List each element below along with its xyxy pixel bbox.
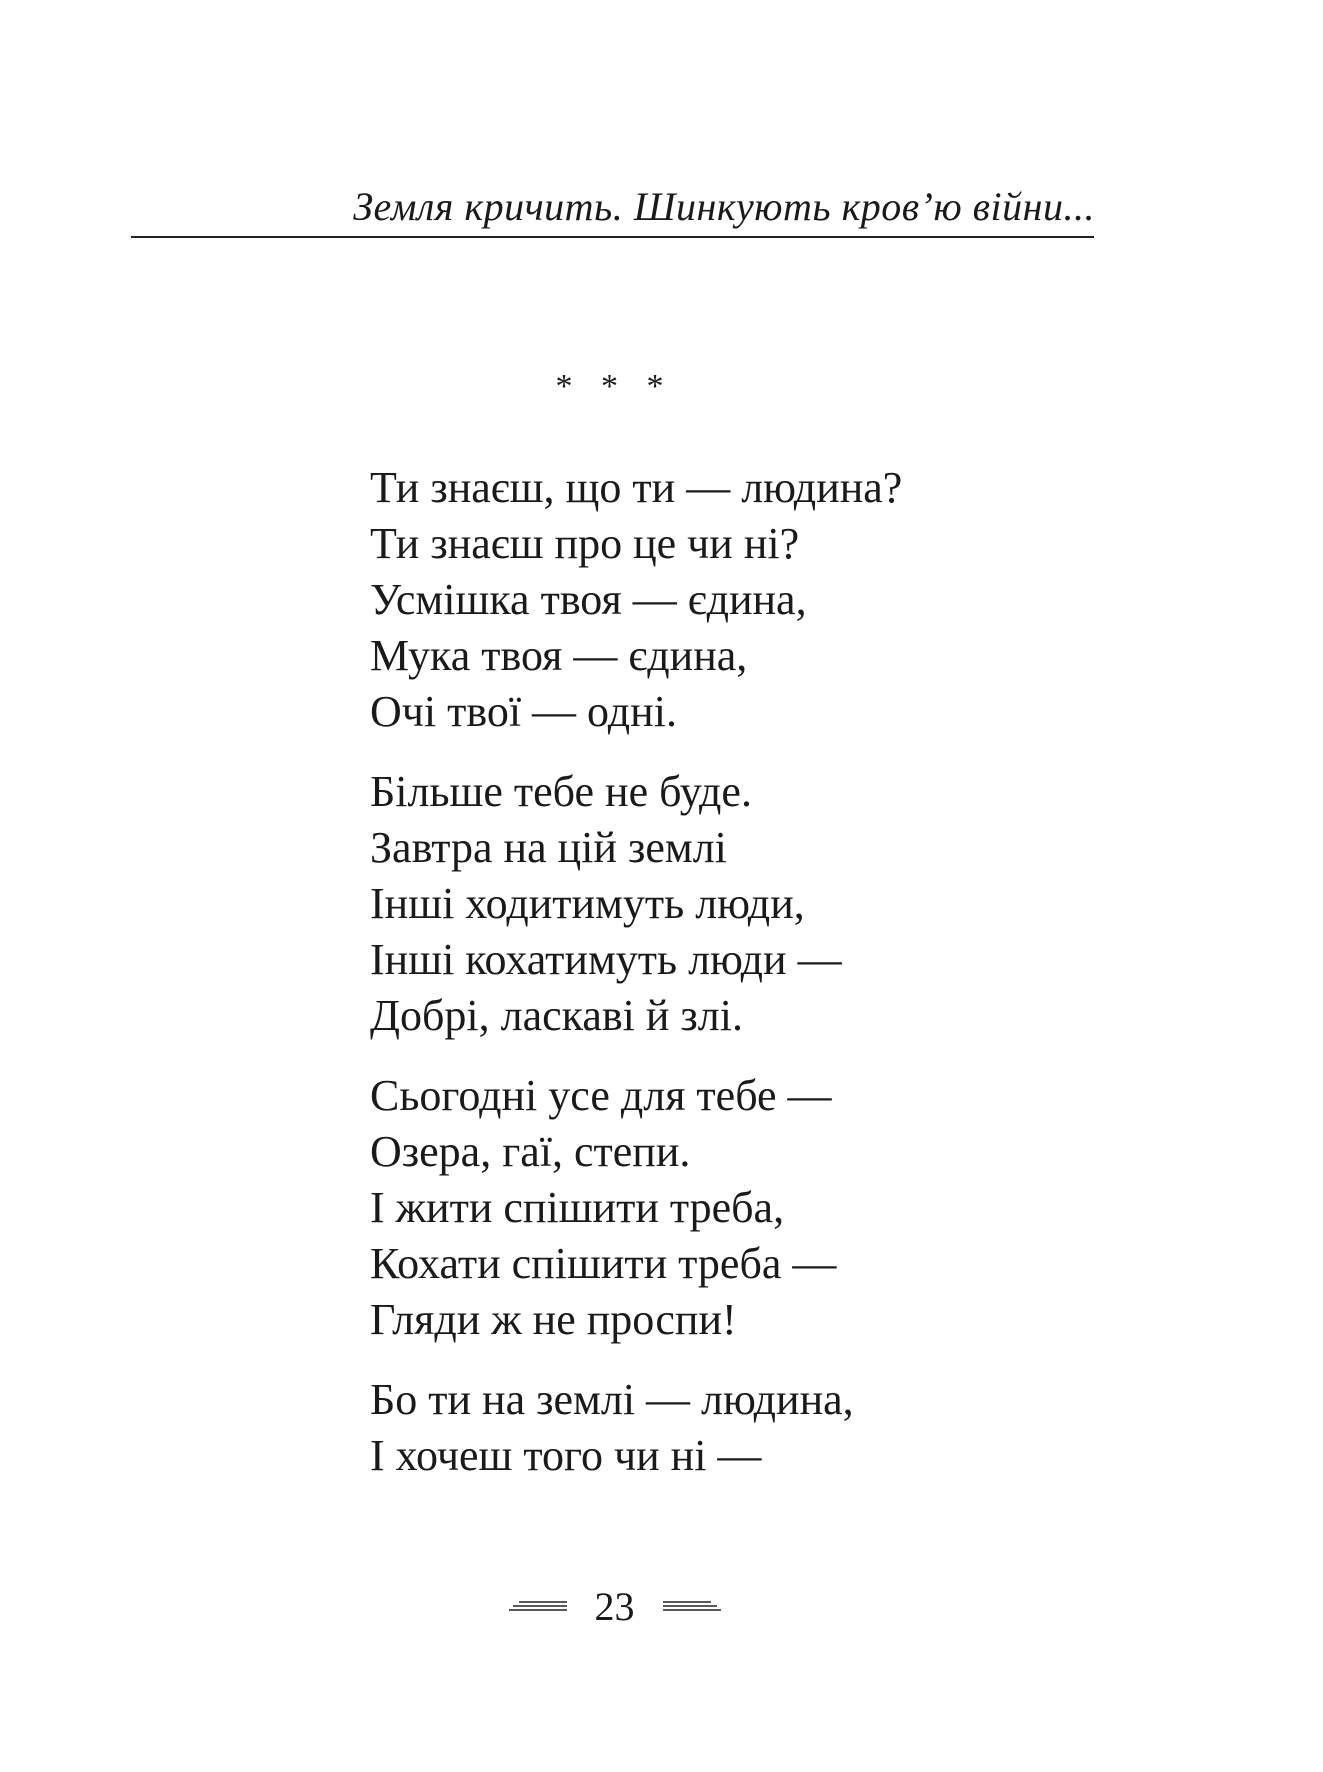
poem-line: Ти знаєш, що ти — людина?: [370, 463, 903, 512]
stanza: [370, 1372, 1170, 1484]
poem-line: Усмішка твоя — єдина,: [370, 575, 807, 624]
poem-line: Завтра на цій землі: [370, 823, 727, 872]
poem-line: Інші кохатимуть люди —: [370, 935, 842, 984]
poem-line: Інші ходитимуть люди,: [370, 879, 805, 928]
page-footer: [0, 1585, 1229, 1629]
right-lines-ornament-icon: [661, 1600, 721, 1614]
poem-line: Сьогодні усе для тебе —: [370, 1071, 832, 1120]
page-number: 23: [594, 1584, 635, 1629]
poem-line: Озера, гаї, степи.: [370, 1127, 691, 1176]
stanza: [370, 460, 1170, 740]
poem-line: І хочеш того чи ні —: [370, 1431, 762, 1480]
poem-line: Кохати спішити треба —: [370, 1239, 837, 1288]
poem-line: Гляди ж не проспи!: [370, 1295, 737, 1344]
poem-line: Ти знаєш про це чи ні?: [370, 519, 800, 568]
poem-line: Добрі, ласкаві й злі.: [370, 991, 743, 1040]
poem-line: Бо ти на землі — людина,: [370, 1375, 854, 1424]
poem-line: Більше тебе не буде.: [370, 767, 752, 816]
stanza: [370, 764, 1170, 1044]
section-separator: * * *: [555, 368, 674, 405]
stanza: [370, 1068, 1170, 1348]
poem: [370, 460, 1170, 1508]
left-lines-ornament-icon: [509, 1600, 569, 1614]
poem-line: І жити спішити треба,: [370, 1183, 785, 1232]
poem-line: Мука твоя — єдина,: [370, 631, 748, 680]
running-head: Земля кричить. Шинкують кров’ю війни...: [353, 184, 1095, 229]
poem-line: Очі твої — одні.: [370, 687, 677, 736]
header-rule: [131, 236, 1094, 238]
